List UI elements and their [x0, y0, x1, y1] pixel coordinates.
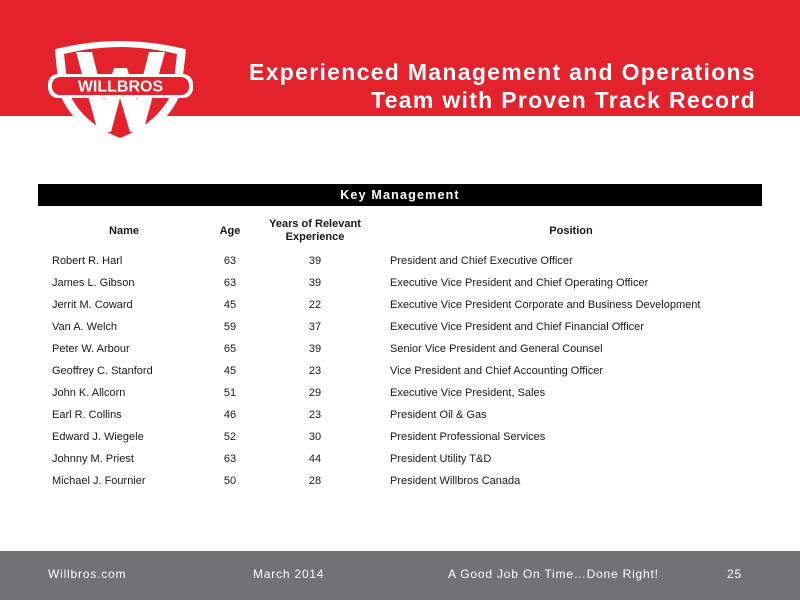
- logo-text: WILLBROS: [77, 78, 164, 96]
- cell-position: President Willbros Canada: [390, 475, 521, 487]
- cell-position: Senior Vice President and General Counsel: [390, 343, 603, 355]
- cell-years: 23: [308, 365, 322, 377]
- cell-position: President and Chief Executive Officer: [390, 255, 573, 267]
- table-row: [38, 360, 762, 382]
- cell-name: Jerrit M. Coward: [52, 299, 133, 311]
- column-header-name: Name: [109, 224, 139, 237]
- footer-website: Willbros.com: [48, 567, 127, 581]
- cell-name: Edward J. Wiegele: [52, 431, 144, 443]
- column-header-years: Years of Relevant Experience: [269, 218, 361, 243]
- cell-age: 63: [223, 277, 237, 289]
- cell-age: 63: [223, 255, 237, 267]
- page-number: 25: [727, 567, 742, 581]
- cell-years: 37: [308, 321, 322, 333]
- cell-name: James L. Gibson: [52, 277, 135, 289]
- cell-name: John K. Allcorn: [52, 387, 126, 399]
- cell-name: Michael J. Fournier: [52, 475, 146, 487]
- page-title: [249, 58, 756, 114]
- cell-name: Van A. Welch: [52, 321, 118, 333]
- cell-name: Johnny M. Priest: [52, 453, 134, 465]
- cell-years: 29: [308, 387, 322, 399]
- footer-bar: [0, 551, 800, 600]
- table-row: [38, 338, 762, 360]
- table-row: [38, 448, 762, 470]
- table-row: [38, 426, 762, 448]
- cell-name: Robert R. Harl: [52, 255, 123, 267]
- willbros-logo: [48, 30, 193, 148]
- cell-name: Peter W. Arbour: [52, 343, 130, 355]
- table-header-row: [38, 212, 762, 250]
- table-row: [38, 316, 762, 338]
- table-row: [38, 250, 762, 272]
- cell-age: 50: [223, 475, 237, 487]
- section-title-bar: Key Management: [38, 184, 762, 206]
- cell-age: 51: [223, 387, 237, 399]
- table-row: [38, 470, 762, 492]
- cell-age: 52: [223, 431, 237, 443]
- cell-position: President Oil & Gas: [390, 409, 487, 421]
- cell-position: President Utility T&D: [390, 453, 492, 465]
- cell-position: Executive Vice President Corporate and Business Development: [390, 299, 701, 311]
- table-row: [38, 404, 762, 426]
- title-line-1: Experienced Management and Operations: [249, 59, 756, 85]
- cell-years: 22: [308, 299, 322, 311]
- cell-years: 28: [308, 475, 322, 487]
- table-body: [38, 250, 762, 492]
- cell-years: 23: [308, 409, 322, 421]
- cell-years: 44: [308, 453, 322, 465]
- table-row: [38, 382, 762, 404]
- footer-date: March 2014: [253, 567, 325, 581]
- table-row: [38, 294, 762, 316]
- cell-years: 39: [308, 277, 322, 289]
- footer-tagline: A Good Job On Time…Done Right!: [448, 567, 659, 581]
- cell-position: President Professional Services: [390, 431, 546, 443]
- title-line-2: Team with Proven Track Record: [371, 87, 756, 113]
- cell-position: Executive Vice President and Chief Operating Officer: [390, 277, 649, 289]
- cell-years: 39: [308, 343, 322, 355]
- cell-name: Geoffrey C. Stanford: [52, 365, 153, 377]
- cell-position: Vice President and Chief Accounting Officer: [390, 365, 603, 377]
- cell-position: Executive Vice President and Chief Financial Officer: [390, 321, 644, 333]
- cell-age: 63: [223, 453, 237, 465]
- table-row: [38, 272, 762, 294]
- management-table: [38, 212, 762, 492]
- cell-age: 65: [223, 343, 237, 355]
- cell-name: Earl R. Collins: [52, 409, 122, 421]
- column-header-position: Position: [549, 224, 593, 237]
- cell-age: 46: [223, 409, 237, 421]
- cell-age: 59: [223, 321, 237, 333]
- cell-years: 39: [308, 255, 322, 267]
- cell-age: 45: [223, 299, 237, 311]
- column-header-age: Age: [219, 224, 241, 237]
- cell-age: 45: [223, 365, 237, 377]
- cell-years: 30: [308, 431, 322, 443]
- cell-position: Executive Vice President, Sales: [390, 387, 546, 399]
